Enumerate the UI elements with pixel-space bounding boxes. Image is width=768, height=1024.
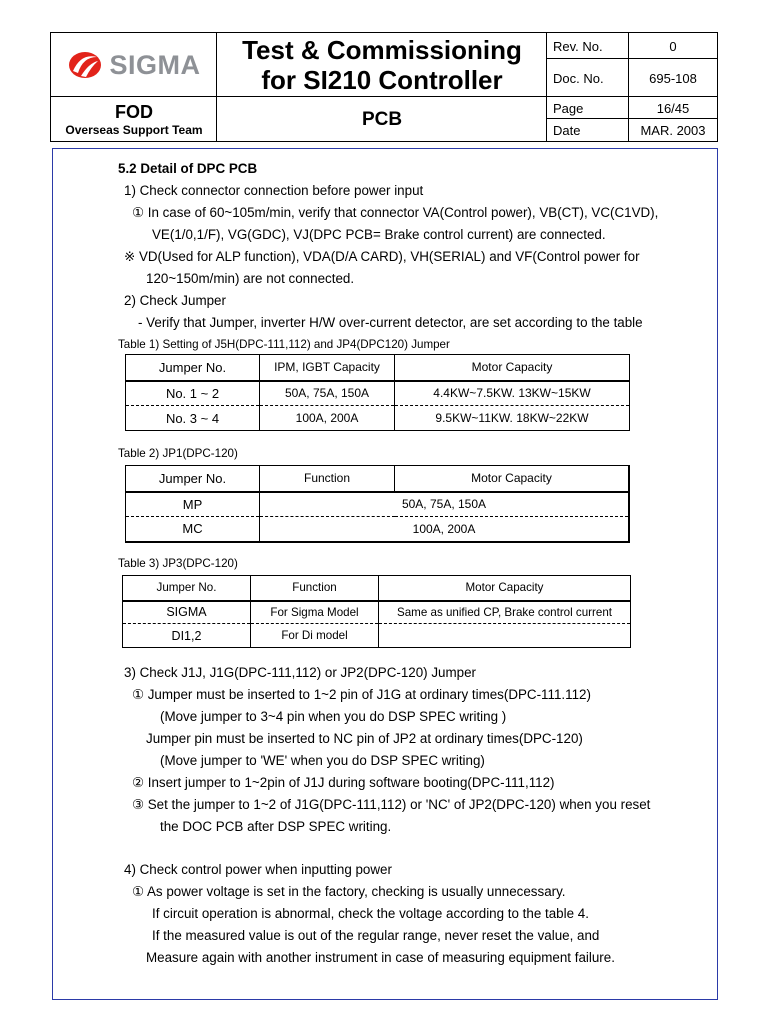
team-name: Overseas Support Team (65, 123, 203, 137)
table-cell: MP (182, 496, 203, 512)
page-value: 16/45 (656, 100, 690, 116)
table-cell: 100A, 200A (260, 517, 630, 542)
table-cell: 100A, 200A (260, 406, 395, 431)
divider (547, 58, 717, 59)
table-header-cell: Motor Capacity (379, 576, 631, 601)
step-4: 4) Check control power when inputting power (124, 862, 392, 877)
table-header-cell: Jumper No. (158, 470, 227, 486)
table-header-cell: Function (251, 576, 379, 601)
step-3-item-b: (Move jumper to 3~4 pin when you do DSP SPEC writing ) (160, 709, 507, 724)
table-header-cell: Jumper No. (156, 581, 217, 595)
table-cell: 50A, 75A, 150A (260, 492, 630, 517)
divider (547, 96, 717, 97)
table-row (126, 406, 630, 431)
step-1-note-cont: 120~150m/min) are not connected. (146, 271, 355, 286)
table-cell: Same as unified CP, Brake control current (379, 601, 631, 624)
step-3-item-f: ③ Set the jumper to 1~2 of J1G(DPC-111,112) or 'NC' of JP2(DPC-120) when you reset (132, 797, 651, 812)
step-1-note: ※ VD(Used for ALP function), VDA(D/A CARD), VH(SERIAL) and VF(Control power for (124, 249, 640, 264)
step-1-item-a: ① In case of 60~105m/min, verify that connector VA(Control power), VB(CT), VC(C1VD), (132, 205, 659, 220)
table-cell: MC (182, 521, 203, 537)
table-cell (379, 624, 631, 648)
table-cell: 50A, 75A, 150A (260, 381, 395, 406)
step-2: 2) Check Jumper (124, 293, 226, 308)
step-3: 3) Check J1J, J1G(DPC-111,112) or JP2(DPC-120) Jumper (124, 665, 476, 680)
table-row (126, 517, 630, 542)
logo-text: SIGMA (109, 49, 201, 80)
table-cell: No. 1 ~ 2 (165, 385, 220, 401)
document-header (50, 32, 718, 142)
step-4-item-c: If the measured value is out of the regular range, never reset the value, and (152, 928, 600, 943)
divider (628, 33, 629, 141)
table-2 (125, 465, 630, 543)
rev-value: 0 (669, 38, 677, 54)
table-cell: For Sigma Model (251, 601, 379, 624)
section-heading: 5.2 Detail of DPC PCB (118, 161, 258, 176)
table-header-row (126, 355, 630, 381)
table-3 (122, 575, 631, 648)
table-cell: DI1,2 (171, 628, 202, 643)
table-cell: For Di model (251, 624, 379, 648)
date-label: Date (553, 122, 581, 138)
step-3-item-c: Jumper pin must be inserted to NC pin of JP2 at ordinary times(DPC-120) (146, 731, 583, 746)
step-4-item-d: Measure again with another instrument in case of measuring equipment failure. (146, 950, 615, 965)
table-header-row (123, 576, 631, 601)
table-header-row (126, 466, 630, 492)
step-1-item-b: VE(1/0,1/F), VG(GDC), VJ(DPC PCB= Brake control current) are connected. (152, 227, 606, 242)
step-2-item-a: - Verify that Jumper, inverter H/W over-current detector, are set according to the table (138, 315, 643, 330)
table-row (123, 624, 631, 648)
table-1-caption: Table 1) Setting of J5H(DPC-111,112) and JP4(DPC120) Jumper (118, 338, 450, 351)
step-4-item-b: If circuit operation is abnormal, check the voltage according to the table 4. (152, 906, 589, 921)
table-2-caption: Table 2) JP1(DPC-120) (118, 447, 238, 460)
table-cell: 9.5KW~11KW. 18KW~22KW (395, 406, 630, 431)
divider (216, 33, 217, 141)
doc-value: 695-108 (649, 70, 697, 86)
step-3-item-e: ② Insert jumper to 1~2pin of J1J during software booting(DPC-111,112) (132, 775, 555, 790)
step-3-item-g: the DOC PCB after DSP SPEC writing. (160, 819, 392, 834)
step-4-item-a: ① As power voltage is set in the factory, checking is usually unnecessary. (132, 884, 566, 899)
step-1: 1) Check connector connection before power input (124, 183, 424, 198)
table-cell: No. 3 ~ 4 (165, 410, 220, 426)
title-line-2: for SI210 Controller (261, 65, 503, 95)
rev-label: Rev. No. (553, 38, 603, 54)
page-label: Page (553, 100, 584, 116)
date-value: MAR. 2003 (640, 122, 706, 138)
table-row (126, 492, 630, 517)
table-1 (125, 354, 630, 431)
table-header-cell: Motor Capacity (395, 466, 630, 492)
table-row (126, 381, 630, 406)
divider (546, 33, 547, 141)
step-3-item-d: (Move jumper to 'WE' when you do DSP SPEC writing) (160, 753, 485, 768)
section-name: PCB (361, 109, 403, 130)
department-block (51, 97, 217, 143)
table-cell: SIGMA (166, 605, 207, 620)
table-header-cell: IPM, IGBT Capacity (260, 355, 395, 381)
doc-label: Doc. No. (553, 70, 604, 86)
divider (51, 96, 547, 97)
table-header-cell: Motor Capacity (395, 355, 630, 381)
table-header-cell: Function (260, 466, 395, 492)
table-3-caption: Table 3) JP3(DPC-120) (118, 557, 238, 570)
table-header-cell: Jumper No. (158, 359, 227, 375)
company-logo (51, 33, 217, 97)
divider (547, 118, 717, 119)
document-title (217, 33, 547, 97)
table-row (123, 601, 631, 624)
table-cell: 4.4KW~7.5KW. 13KW~15KW (395, 381, 630, 406)
department-name: FOD (115, 102, 153, 122)
title-line-1: Test & Commissioning (242, 35, 522, 65)
step-3-item-a: ① Jumper must be inserted to 1~2 pin of J1G at ordinary times(DPC-111.112) (132, 687, 591, 702)
sigma-logo-icon (67, 49, 103, 81)
